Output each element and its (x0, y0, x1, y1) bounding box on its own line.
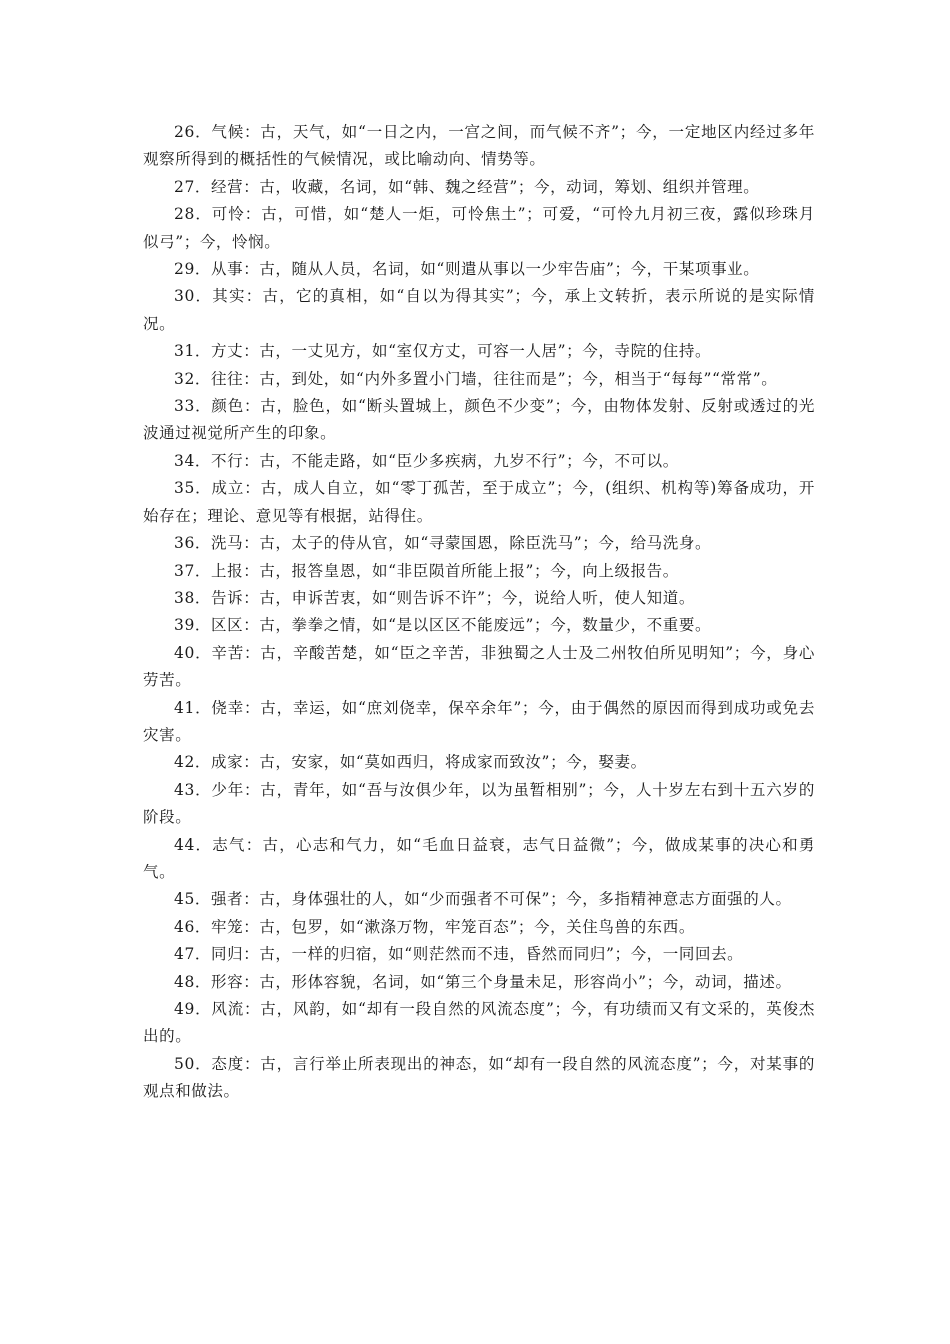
entry-26: 26．气候：古，天气，如“一日之内，一宫之间，而气候不齐”；今，一定地区内经过多年观察所得到的概括性的气候情况，或比喻动向、情势等。 (143, 123, 815, 169)
entry-39: 39．区区：古，拳拳之情，如“是以区区不能废远”；今，数量少，不重要。 (174, 616, 712, 635)
entry-list (143, 119, 815, 1106)
entry-29: 29．从事：古，随从人员，名词，如“则遣从事以一少牢告庙”；今，干某项事业。 (174, 260, 760, 279)
entry-32: 32．往往：古，到处，如“内外多置小门墙，往往而是”；今，相当于“每每”“常常”。 (174, 369, 778, 388)
entry-46: 46．牢笼：古，包罗，如“漱涤万物，牢笼百态”；今，关住鸟兽的东西。 (174, 917, 695, 936)
entry-40: 40．辛苦：古，辛酸苦楚，如“臣之辛苦，非独蜀之人士及二州牧伯所见明知”；今，身心劳苦。 (143, 643, 815, 690)
entry-31: 31．方丈：古，一丈见方，如“室仅方丈，可容一人居”；今，寺院的住持。 (174, 342, 712, 361)
entry-47: 47．同归：古，一样的归宿，如“则茫然而不违，昏然而同归”；今，一同回去。 (174, 945, 744, 964)
entry-50: 50．态度：古，言行举止所表现出的神态，如“却有一段自然的风流态度”；今，对某事的观点和做法。 (143, 1054, 815, 1101)
entry-33: 33．颜色：古，脸色，如“断头置城上，颜色不少变”；今，由物体发射、反射或透过的光波通过视觉所产生的印象。 (143, 397, 815, 443)
entry-38: 38．告诉：古，申诉苦衷，如“则告诉不许”；今，说给人听，使人知道。 (174, 588, 695, 607)
entry-37: 37．上报：古，报答皇恩，如“非臣陨首所能上报”；今，向上级报告。 (174, 561, 679, 580)
entry-42: 42．成家：古，安家，如“莫如西归，将成家而致汝”；今，娶妻。 (174, 753, 647, 772)
entry-28: 28．可怜：古，可惜，如“楚人一炬，可怜焦土”；可爱，“可怜九月初三夜，露似珍珠月似弓”；今，怜悯。 (143, 205, 815, 251)
entry-48: 48．形容：古，形体容貌，名词，如“第三个身量未足，形容尚小”；今，动词，描述。 (174, 972, 792, 991)
entry-27: 27．经营：古，收藏，名词，如“韩、魏之经营”；今，动词，筹划、组织并管理。 (174, 177, 760, 196)
entry-36: 36．洗马：古，太子的侍从官，如“寻蒙国恩，除臣洗马”；今，给马洗身。 (174, 534, 712, 553)
entry-35: 35．成立：古，成人自立，如“零丁孤苦，至于成立”；今，(组织、机构等)筹备成功，开始存在；理论、意见等有根据，站得住。 (143, 479, 815, 525)
entry-45: 45．强者：古，身体强壮的人，如“少而强者不可保”；今，多指精神意志方面强的人。 (174, 890, 792, 909)
entry-41: 41．侥幸：古，幸运，如“庶刘侥幸，保卒余年”；今，由于偶然的原因而得到成功或免去灾害。 (143, 698, 815, 744)
entry-34: 34．不行：古，不能走路，如“臣少多疾病，九岁不行”；今，不可以。 (174, 451, 679, 470)
entry-30: 30．其实：古，它的真相，如“自以为得其实”；今，承上文转折，表示所说的是实际情况。 (143, 287, 815, 333)
entry-44: 44．志气：古，心志和气力，如“毛血日益衰，志气日益微”；今，做成某事的决心和勇气。 (143, 835, 815, 881)
entry-49: 49．风流：古，风韵，如“却有一段自然的风流态度”；今，有功绩而又有文采的，英俊杰出的。 (143, 1000, 815, 1046)
entry-43: 43．少年：古，青年，如“吾与汝俱少年，以为虽暂相别”；今，人十岁左右到十五六岁的阶段。 (143, 780, 815, 827)
